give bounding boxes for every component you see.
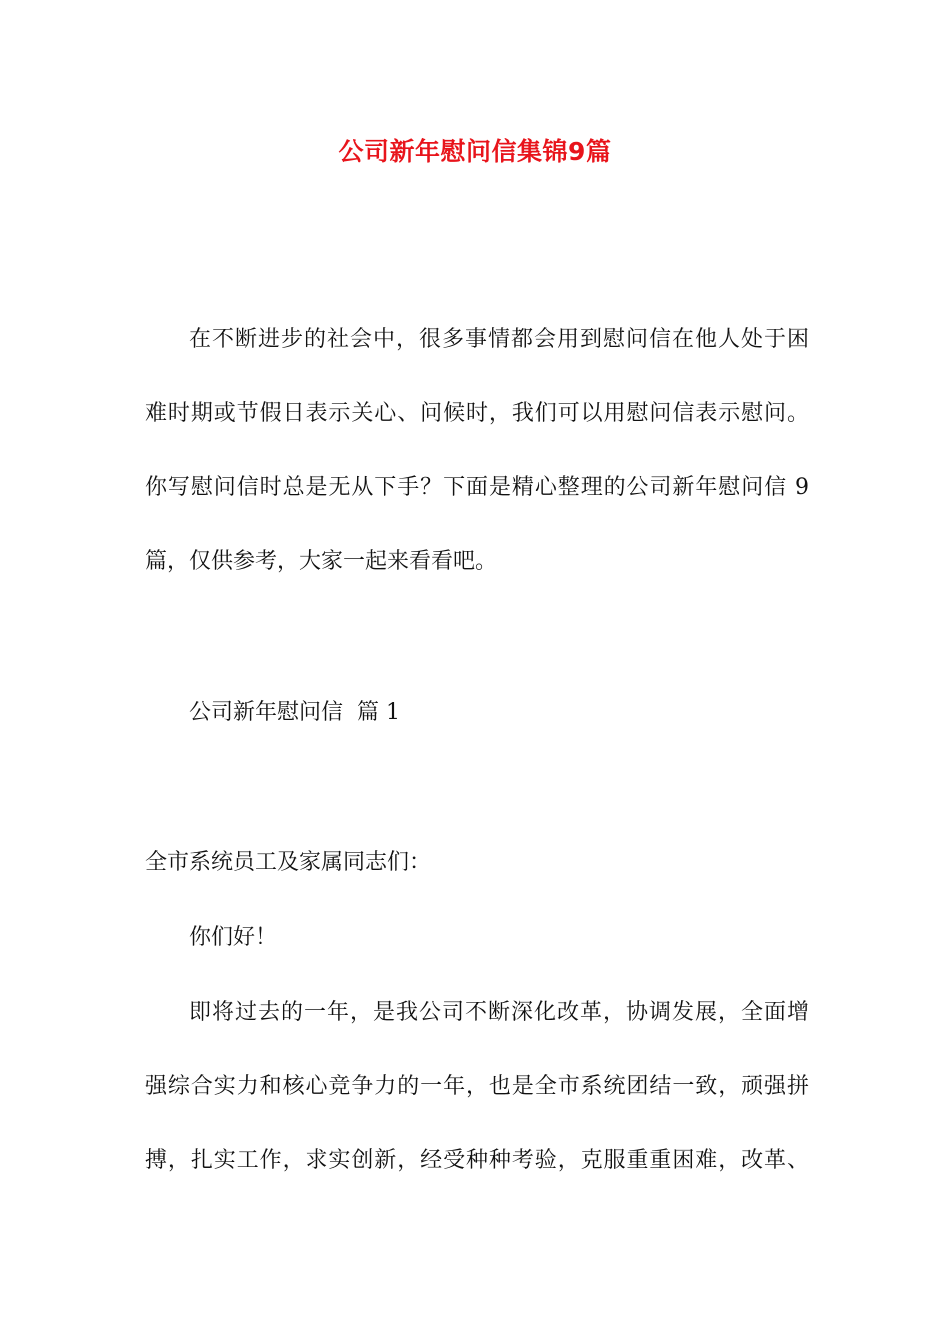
body-line-1: 即将过去的一年，是我公司不断深化改革，协调发展，全面增: [189, 1000, 809, 1025]
greeting: 你们好！: [189, 925, 278, 950]
body-line-3: 搏，扎实工作，求实创新，经受种种考验，克服重重困难，改革、: [145, 1148, 809, 1173]
intro-line-1: 在不断进步的社会中，很多事情都会用到慰问信在他人处于困: [189, 327, 809, 352]
body-line-2: 强综合实力和核心竞争力的一年，也是全市系统团结一致，顽强拼: [145, 1074, 809, 1099]
intro-line-2: 难时期或节假日表示关心、问候时，我们可以用慰问信表示慰问。: [145, 401, 809, 426]
section-heading: 公司新年慰问信 篇 1: [189, 700, 400, 725]
document-title: 公司新年慰问信集锦9篇: [338, 137, 612, 166]
intro-line-4: 篇，仅供参考，大家一起来看看吧。: [145, 549, 498, 574]
intro-line-3: 你写慰问信时总是无从下手？下面是精心整理的公司新年慰问信 9: [145, 475, 809, 500]
salutation: 全市系统员工及家属同志们：: [145, 850, 432, 875]
